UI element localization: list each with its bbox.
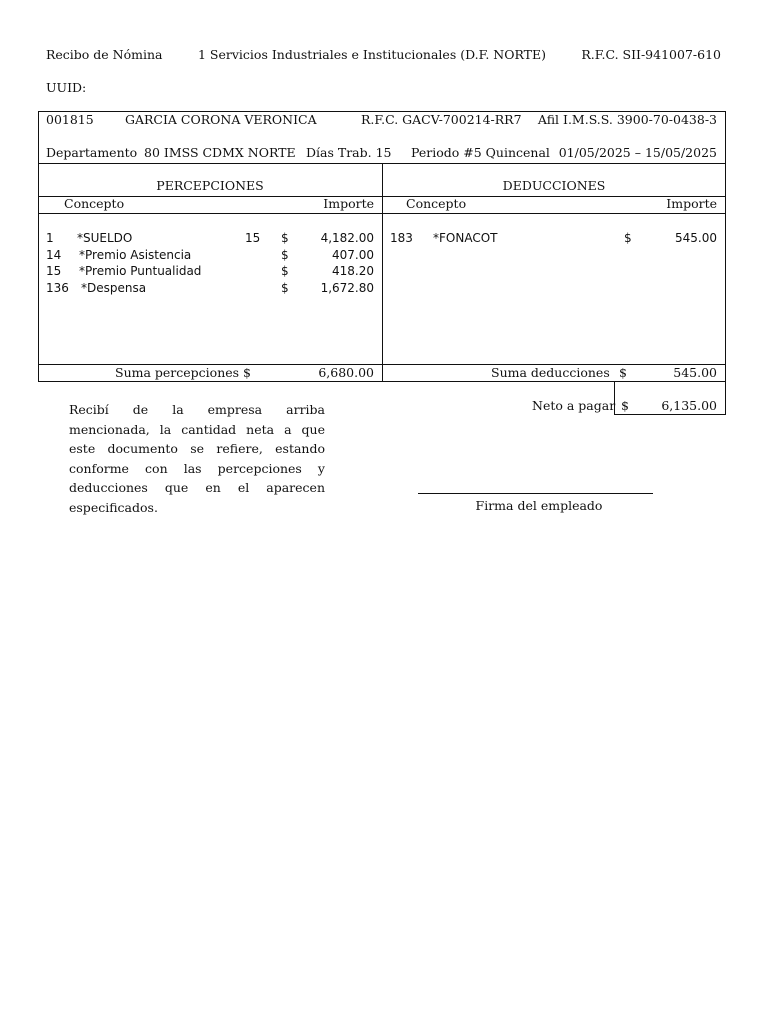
perception-concept: *Premio Asistencia [79,248,192,262]
perceptions-total-label: Suma percepciones $ [115,365,251,380]
department-value: 80 IMSS CDMX NORTE [144,145,296,160]
perception-currency: $ [281,264,289,278]
deductions-amount-header: Importe [666,196,717,211]
employee-imss: Afil I.M.S.S. 3900-70-0438-3 [537,112,717,127]
perceptions-title: PERCEPCIONES [156,178,264,193]
perception-concept: *SUELDO [77,231,133,245]
perception-concept: *Premio Puntualidad [79,264,202,278]
employee-name: GARCIA CORONA VERONICA [125,112,317,127]
uuid-label: UUID: [46,80,87,95]
deductions-concept-header: Concepto [406,196,467,211]
deductions-total-currency: $ [619,365,627,380]
perceptions-amount-header: Importe [323,196,374,211]
deduction-code: 183 [390,231,413,245]
company-name: 1 Servicios Industriales e Institucionales (D.F. NORTE) [198,47,547,62]
perception-amount: 4,182.00 [320,231,374,245]
pay-period: Periodo #5 Quincenal [411,145,550,160]
perceptions-total: 6,680.00 [318,365,374,380]
perception-currency: $ [281,248,289,262]
perception-code: 14 [46,248,62,262]
net-pay-amount: 6,135.00 [661,398,717,413]
days-worked: Días Trab. 15 [306,145,392,160]
deduction-amount: 545.00 [675,231,717,245]
deductions-total: 545.00 [673,365,717,380]
net-pay-label: Neto a pagar [532,398,616,413]
department-label: Departamento [46,145,138,160]
signature-line [418,493,653,494]
document-title: Recibo de Nómina [46,47,163,62]
perception-qty: 15 [245,231,261,245]
date-range: 01/05/2025 – 15/05/2025 [558,145,717,160]
perception-currency: $ [281,231,289,245]
signature-label: Firma del empleado [475,498,603,513]
deduction-currency: $ [624,231,632,245]
perception-concept: *Despensa [81,281,147,295]
receipt-statement: Recibí de la empresa arriba mencionada, la cantidad neta a que este documento se refiere, estando conforme con las percepciones y deducciones que en el aparecen especificados. [69,402,325,515]
perception-code: 136 [46,281,69,295]
net-pay-currency: $ [621,398,629,413]
perceptions-concept-header: Concepto [64,196,125,211]
deductions-total-label: Suma deducciones [491,365,610,380]
deductions-title: DEDUCCIONES [502,178,606,193]
perception-amount: 407.00 [332,248,374,262]
employee-rfc: R.F.C. GACV-700214-RR7 [361,112,522,127]
perception-code: 1 [46,231,54,245]
perception-amount: 1,672.80 [320,281,374,295]
employee-number: 001815 [46,112,94,127]
perception-code: 15 [46,264,62,278]
company-rfc: R.F.C. SII-941007-610 [581,47,721,62]
perception-amount: 418.20 [332,264,374,278]
divider [38,196,726,197]
divider [38,213,726,214]
deduction-concept: *FONACOT [433,231,498,245]
perception-currency: $ [281,281,289,295]
